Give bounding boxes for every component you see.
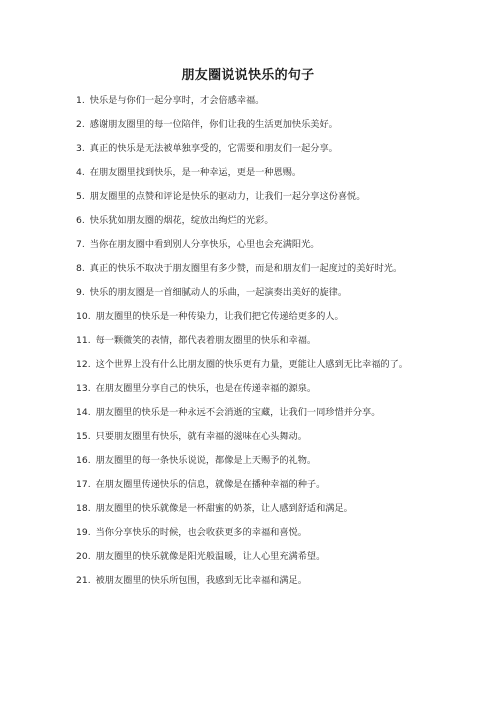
item-text: 快乐的朋友圈是一首细腻动人的乐曲，一起演奏出美好的旋律。 (89, 287, 348, 298)
list-item (76, 214, 476, 238)
list-item (76, 358, 476, 382)
item-text: 朋友圈里的每一条快乐说说，都像是上天赐予的礼物。 (95, 455, 317, 466)
item-number: 14. (76, 407, 91, 418)
document-title: 朋友圈说说快乐的句子 (181, 68, 315, 83)
item-text: 每一颗微笑的表情，都代表着朋友圈里的快乐和幸福。 (95, 335, 317, 346)
item-number: 9. (76, 287, 85, 298)
list-item (76, 526, 476, 550)
list-item (76, 406, 476, 430)
list-item (76, 334, 476, 358)
item-number: 6. (76, 215, 85, 226)
item-number: 18. (76, 503, 91, 514)
item-number: 16. (76, 455, 91, 466)
list-item (76, 286, 476, 310)
item-text: 在朋友圈里分享自己的快乐，也是在传递幸福的源泉。 (95, 383, 317, 394)
list-item (76, 310, 476, 334)
item-text: 在朋友圈里找到快乐，是一种幸运，更是一种恩赐。 (89, 167, 302, 178)
item-text: 真正的快乐是无法被单独享受的，它需要和朋友们一起分享。 (89, 143, 338, 154)
item-text: 快乐是与你们一起分享时，才会倍感幸福。 (89, 95, 265, 106)
list-item (76, 502, 476, 526)
list-item (76, 574, 476, 598)
item-text: 朋友圈里的点赞和评论是快乐的驱动力，让我们一起分享这份喜悦。 (89, 191, 366, 202)
item-number: 8. (76, 263, 85, 274)
list-item (76, 454, 476, 478)
item-text: 快乐犹如朋友圈的烟花，绽放出绚烂的光彩。 (89, 215, 274, 226)
list-item (76, 550, 476, 574)
list-item (76, 262, 476, 286)
item-number: 10. (76, 311, 91, 322)
item-text: 被朋友圈里的快乐所包围，我感到无比幸福和满足。 (95, 575, 307, 586)
item-number: 19. (76, 527, 91, 538)
item-text: 真正的快乐不取决于朋友圈里有多少赞，而是和朋友们一起度过的美好时光。 (89, 263, 403, 274)
item-number: 17. (76, 479, 91, 490)
list-item (76, 118, 476, 142)
item-number: 20. (76, 551, 91, 562)
item-number: 15. (76, 431, 91, 442)
list-item (76, 190, 476, 214)
item-number: 2. (76, 119, 85, 130)
item-number: 3. (76, 143, 85, 154)
item-text: 当你分享快乐的时候，也会收获更多的幸福和喜悦。 (95, 527, 307, 538)
list-item (76, 166, 476, 190)
item-number: 5. (76, 191, 85, 202)
list-item (76, 238, 476, 262)
list-item (76, 382, 476, 406)
item-text: 这个世界上没有什么比朋友圈的快乐更有力量，更能让人感到无比幸福的了。 (95, 359, 408, 370)
item-number: 7. (76, 239, 85, 250)
list-item (76, 94, 476, 118)
item-number: 13. (76, 383, 91, 394)
sentence-list (76, 94, 476, 598)
item-number: 21. (76, 575, 91, 586)
item-number: 12. (76, 359, 91, 370)
item-text: 只要朋友圈里有快乐，就有幸福的滋味在心头舞动。 (95, 431, 307, 442)
item-text: 朋友圈里的快乐是一种永远不会消逝的宝藏，让我们一同珍惜并分享。 (95, 407, 381, 418)
item-text: 感谢朋友圈里的每一位陪伴，你们让我的生活更加快乐美好。 (89, 119, 338, 130)
list-item (76, 478, 476, 502)
item-text: 当你在朋友圈中看到别人分享快乐，心里也会充满阳光。 (89, 239, 320, 250)
item-number: 1. (76, 95, 85, 106)
item-text: 在朋友圈里传递快乐的信息，就像是在播种幸福的种子。 (95, 479, 326, 490)
item-number: 4. (76, 167, 85, 178)
item-text: 朋友圈里的快乐是一种传染力，让我们把它传递给更多的人。 (95, 311, 344, 322)
list-item (76, 430, 476, 454)
item-text: 朋友圈里的快乐就像是一杯甜蜜的奶茶，让人感到舒适和满足。 (95, 503, 353, 514)
item-number: 11. (76, 335, 91, 346)
list-item (76, 142, 476, 166)
item-text: 朋友圈里的快乐就像是阳光般温暖，让人心里充满希望。 (95, 551, 326, 562)
